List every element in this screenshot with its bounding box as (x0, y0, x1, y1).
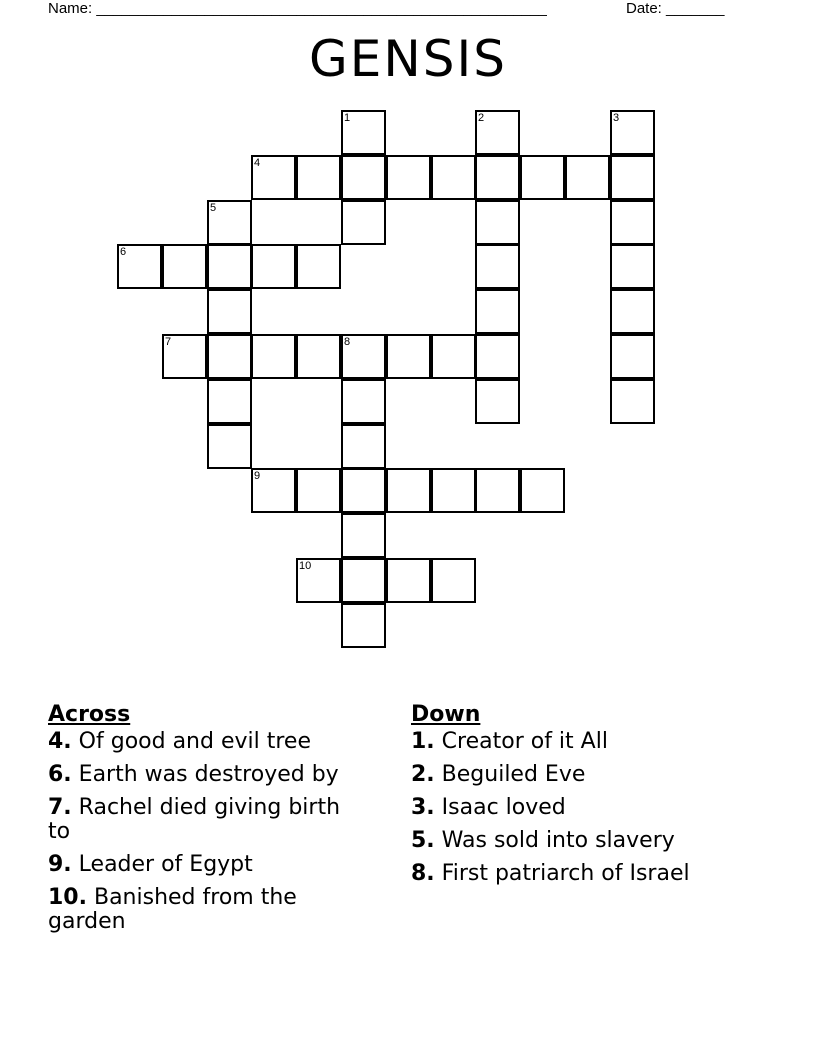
cell-number: 10 (299, 560, 312, 572)
grid-cell[interactable] (520, 468, 565, 513)
grid-cell[interactable] (520, 155, 565, 200)
grid-cell[interactable] (431, 155, 476, 200)
grid-cell[interactable] (341, 468, 386, 513)
clue-number: 4. (48, 729, 72, 754)
grid-cell[interactable] (207, 289, 252, 334)
grid-cell[interactable] (341, 334, 386, 379)
grid-cell[interactable] (341, 603, 386, 648)
clue-number: 2. (411, 762, 435, 787)
across-clue (48, 796, 368, 844)
down-heading: Down (411, 702, 481, 727)
clue-text: Was sold into slavery (441, 828, 675, 853)
grid-cell[interactable] (207, 379, 252, 424)
cell-number: 8 (344, 336, 351, 348)
grid-cell[interactable] (296, 334, 341, 379)
grid-cell[interactable] (341, 379, 386, 424)
grid-cell[interactable] (207, 424, 252, 469)
grid-cell[interactable] (610, 244, 655, 289)
clue-text: Of good and evil tree (78, 729, 311, 754)
cell-number: 7 (165, 336, 172, 348)
clue-text: Creator of it All (441, 729, 608, 754)
clue-text: Banished from the garden (48, 885, 297, 934)
grid-cell[interactable] (475, 468, 520, 513)
clue-text: First patriarch of Israel (441, 861, 690, 886)
grid-cell[interactable] (386, 468, 431, 513)
cell-number: 3 (613, 112, 620, 124)
grid-cell[interactable] (341, 513, 386, 558)
clue-number: 7. (48, 795, 72, 820)
clue-text: Earth was destroyed by (78, 762, 339, 787)
grid-cell[interactable] (475, 379, 520, 424)
clue-number: 8. (411, 861, 435, 886)
cell-number: 2 (478, 112, 485, 124)
clue-text: Beguiled Eve (441, 762, 586, 787)
grid-cell[interactable] (341, 558, 386, 603)
across-clue (48, 886, 368, 934)
grid-cell[interactable] (117, 244, 162, 289)
cell-number: 4 (254, 157, 261, 169)
grid-cell[interactable] (475, 289, 520, 334)
clue-text: Leader of Egypt (78, 852, 253, 877)
grid-cell[interactable] (475, 155, 520, 200)
grid-cell[interactable] (386, 334, 431, 379)
grid-cell[interactable] (610, 155, 655, 200)
grid-cell[interactable] (475, 110, 520, 155)
grid-cell[interactable] (341, 155, 386, 200)
clue-number: 10. (48, 885, 87, 910)
grid-cell[interactable] (610, 110, 655, 155)
cell-number: 1 (344, 112, 351, 124)
clue-number: 5. (411, 828, 435, 853)
clue-number: 6. (48, 762, 72, 787)
grid-cell[interactable] (475, 200, 520, 245)
grid-cell[interactable] (207, 244, 252, 289)
grid-cell[interactable] (162, 244, 207, 289)
grid-cell[interactable] (610, 334, 655, 379)
clue-number: 3. (411, 795, 435, 820)
down-clue (411, 730, 771, 754)
clue-number: 1. (411, 729, 435, 754)
grid-cell[interactable] (341, 200, 386, 245)
grid-cell[interactable] (431, 558, 476, 603)
cell-number: 9 (254, 470, 261, 482)
clue-number: 9. (48, 852, 72, 877)
grid-cell[interactable] (162, 334, 207, 379)
grid-cell[interactable] (475, 244, 520, 289)
grid-cell[interactable] (431, 334, 476, 379)
puzzle-title: GENSIS (309, 30, 507, 88)
date-field[interactable]: Date: _______ (626, 0, 725, 17)
down-clue (411, 829, 771, 853)
grid-cell[interactable] (296, 468, 341, 513)
cell-number: 5 (210, 202, 217, 214)
grid-cell[interactable] (296, 558, 341, 603)
grid-cell[interactable] (475, 334, 520, 379)
grid-cell[interactable] (296, 244, 341, 289)
clue-text: Rachel died giving birth to (48, 795, 341, 844)
grid-cell[interactable] (610, 379, 655, 424)
across-clue (48, 730, 368, 754)
grid-cell[interactable] (431, 468, 476, 513)
down-clue (411, 796, 771, 820)
grid-cell[interactable] (386, 558, 431, 603)
across-clue (48, 763, 368, 787)
grid-cell[interactable] (207, 334, 252, 379)
grid-cell[interactable] (565, 155, 610, 200)
grid-cell[interactable] (341, 424, 386, 469)
grid-cell[interactable] (251, 155, 296, 200)
cell-number: 6 (120, 246, 127, 258)
grid-cell[interactable] (251, 468, 296, 513)
grid-cell[interactable] (341, 110, 386, 155)
across-clues (48, 702, 368, 943)
name-field[interactable]: Name: ______________________________________________________ (48, 0, 547, 17)
grid-cell[interactable] (207, 200, 252, 245)
grid-cell[interactable] (296, 155, 341, 200)
grid-cell[interactable] (610, 289, 655, 334)
across-heading: Across (48, 702, 131, 727)
grid-cell[interactable] (251, 334, 296, 379)
down-clue (411, 763, 771, 787)
grid-cell[interactable] (251, 244, 296, 289)
clue-text: Isaac loved (441, 795, 566, 820)
across-clue (48, 853, 368, 877)
down-clues (411, 702, 771, 895)
grid-cell[interactable] (386, 155, 431, 200)
down-clue (411, 862, 771, 886)
grid-cell[interactable] (610, 200, 655, 245)
